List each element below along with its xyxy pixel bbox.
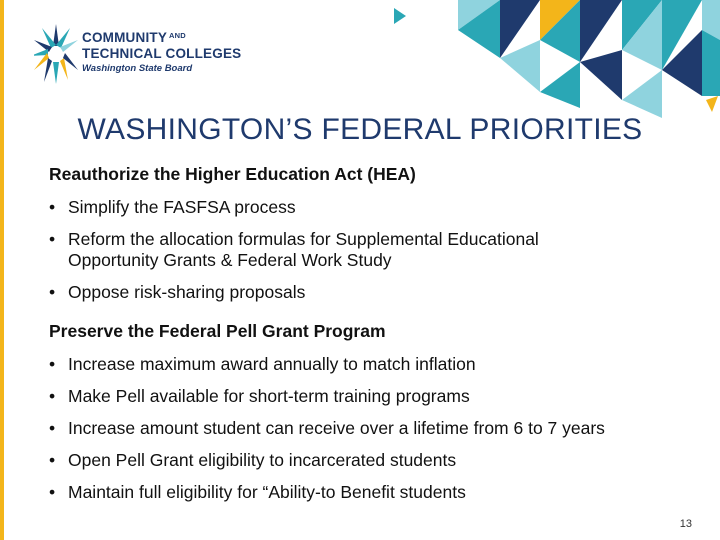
bullet-item: • Increase maximum award annually to match inflation (49, 354, 476, 374)
bullet-list-pell (49, 354, 709, 503)
bullet-dot: • (49, 229, 56, 249)
logo-line-state-board: Washington State Board (82, 63, 193, 74)
logo-line-community: COMMUNITY $^{AND}$ (82, 30, 186, 45)
section-heading-pell: Preserve the Federal Pell Grant Program (49, 321, 386, 341)
logo-line-technical-colleges: TECHNICAL COLLEGES (82, 46, 242, 61)
bullet-list-hea (49, 197, 709, 303)
bullet-dot: • (49, 386, 56, 406)
bullet-item: • Simplify the FASFSA process (49, 197, 296, 217)
college-logo (34, 22, 254, 92)
page-number: 13 (679, 518, 692, 530)
left-accent-bar (0, 0, 4, 540)
bullet-item: • Maintain full eligibility for “Ability-to Benefit students (49, 482, 466, 502)
slide-content (49, 162, 709, 503)
bullet-dot: • (49, 197, 56, 217)
bullet-dot: • (49, 282, 56, 302)
bullet-dot: • (49, 354, 56, 374)
starburst-logo-icon (34, 22, 78, 86)
bullet-item: • Oppose risk-sharing proposals (49, 282, 306, 302)
bullet-item: • Increase amount student can receive over a lifetime from 6 to 7 years (49, 418, 605, 438)
decorative-triangle-pattern (390, 0, 720, 120)
bullet-item: • Open Pell Grant eligibility to incarcerated students (49, 450, 457, 470)
bullet-item: • Reform the allocation formulas for Supplemental Educational Opportunity Grants & Federal Work Study (49, 229, 539, 270)
bullet-item: • Make Pell available for short-term training programs (49, 386, 470, 406)
bullet-dot: • (49, 450, 56, 470)
bullet-dot: • (49, 418, 56, 438)
bullet-dot: • (49, 482, 56, 502)
page-title: WASHINGTON’S FEDERAL PRIORITIES (77, 113, 643, 146)
section-heading-hea: Reauthorize the Higher Education Act (HEA) (49, 164, 416, 184)
